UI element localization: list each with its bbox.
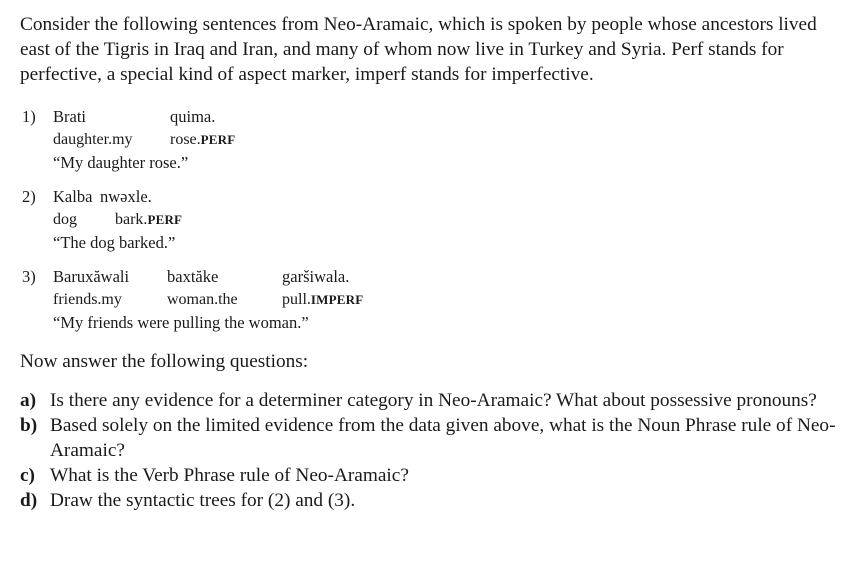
gloss: daughter.my	[53, 131, 133, 148]
question-text: Draw the syntactic trees for (2) and (3).	[50, 490, 356, 511]
gloss: bark.PERF	[115, 211, 183, 228]
example-body	[53, 185, 573, 254]
word: Brati	[53, 107, 86, 126]
gloss-line	[53, 208, 573, 231]
question-label: b)	[20, 415, 38, 436]
word: nwəxle.	[100, 187, 152, 206]
word: quima.	[170, 107, 216, 126]
question-b	[20, 413, 840, 463]
example-body	[53, 105, 573, 174]
gloss: dog	[53, 211, 77, 228]
translation-line	[53, 231, 573, 254]
example-body	[53, 265, 573, 334]
question-text: What is the Verb Phrase rule of Neo-Aramaic?	[50, 465, 409, 486]
question-text: Is there any evidence for a determiner category in Neo-Aramaic? What about possessive pronouns?	[50, 390, 817, 411]
word-line	[53, 265, 573, 288]
question-text: Based solely on the limited evidence from the data given above, what is the Noun Phrase rule of Neo-Aramaic?	[50, 415, 836, 461]
word-line	[53, 185, 573, 208]
word: Kalba	[53, 187, 93, 206]
question-a	[20, 388, 840, 413]
example-number: 3)	[22, 267, 36, 286]
gloss: woman.the	[167, 291, 238, 308]
word: Baruxăwali	[53, 267, 130, 286]
question-d	[20, 488, 840, 513]
word: baxtăke	[167, 267, 219, 286]
intro-paragraph: Consider the following sentences from Neo-Aramaic, which is spoken by people whose ancestors lived east of the Tigris in Iraq and Iran, and many of whom now live in Turkey and Syria. Perf stands for perfective, a special kind of aspect marker, imperf stands for imperfective.	[20, 14, 817, 85]
question-label: d)	[20, 490, 38, 511]
gloss-line	[53, 288, 573, 311]
questions-list	[20, 388, 840, 513]
question-c	[20, 463, 840, 488]
translation: “My friends were pulling the woman.”	[53, 313, 309, 332]
gloss: pull.IMPERF	[282, 291, 364, 308]
word-line	[53, 105, 573, 128]
questions-heading: Now answer the following questions:	[20, 351, 309, 372]
question-label: c)	[20, 465, 35, 486]
translation: “The dog barked.”	[53, 233, 176, 252]
gloss-line	[53, 128, 573, 151]
translation: “My daughter rose.”	[53, 153, 189, 172]
word: garšiwala.	[282, 267, 350, 286]
question-label: a)	[20, 390, 37, 411]
gloss: rose.PERF	[170, 131, 236, 148]
example-number: 1)	[22, 107, 36, 126]
gloss: friends.my	[53, 291, 122, 308]
example-number: 2)	[22, 187, 36, 206]
translation-line	[53, 311, 573, 334]
translation-line	[53, 151, 573, 174]
